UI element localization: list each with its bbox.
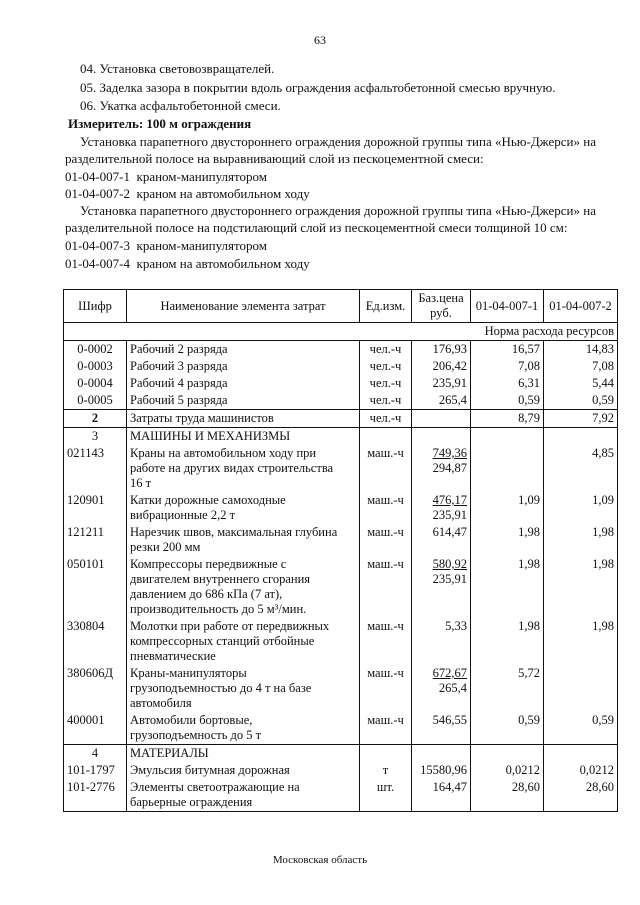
cell-v2: 1,09 [544, 492, 618, 524]
cell-code: 0-0002 [64, 341, 127, 359]
cell-v2: 0,59 [544, 712, 618, 745]
intro-line: 06. Укатка асфальтобетонной смеси. [80, 98, 281, 113]
resource-table [63, 289, 618, 812]
price-underlined: 580,92 [432, 557, 467, 571]
cell-price [412, 410, 471, 428]
price-value: 265,4 [438, 681, 467, 695]
cell-unit: шт. [360, 779, 412, 812]
header-code: Шифр [64, 290, 127, 323]
header-price: Баз.цена руб. [412, 290, 471, 323]
intro-line: 05. Заделка зазора в покрытии вдоль ограждения асфальтобетонной смесью вручную. [80, 80, 556, 95]
section-name: МАТЕРИАЛЫ [127, 745, 360, 763]
labor-row [64, 392, 618, 410]
cell-empty [544, 428, 618, 446]
cell-empty [471, 428, 544, 446]
cell-v2 [544, 665, 618, 712]
price-value: 546,55 [432, 713, 467, 727]
cell-line: Краны-манипуляторы [130, 666, 247, 680]
cell-line: Эмульсия битумная дорожная [130, 763, 290, 777]
section-code: 4 [64, 745, 127, 763]
cell-v1: 28,60 [471, 779, 544, 812]
cell-name [127, 492, 360, 524]
labor-row [64, 358, 618, 375]
machine-row [64, 524, 618, 556]
labor-row [64, 341, 618, 359]
cell-v2: 7,92 [544, 410, 618, 428]
cell-price: 15580,96 [412, 762, 471, 779]
cell-empty [471, 745, 544, 763]
meter-label: Измеритель: 100 м ограждения [68, 116, 252, 131]
cell-code: 050101 [64, 556, 127, 618]
labor-row [64, 375, 618, 392]
cell-name: Рабочий 5 разряда [127, 392, 360, 410]
cell-line: работе на других видах строительства [130, 461, 334, 475]
price-value: 235,91 [432, 572, 467, 586]
cell-line: Молотки при работе от передвижных [130, 619, 330, 633]
price-value: 294,87 [432, 461, 467, 475]
cell-price [412, 712, 471, 745]
cell-price [412, 665, 471, 712]
cell-price [412, 618, 471, 665]
cell-unit: маш.-ч [360, 712, 412, 745]
cell-unit: маш.-ч [360, 556, 412, 618]
cell-name [127, 618, 360, 665]
cell-v1: 0,0212 [471, 762, 544, 779]
material-row [64, 779, 618, 812]
cell-empty [412, 745, 471, 763]
cell-name [127, 779, 360, 812]
cell-name [127, 556, 360, 618]
cell-v1: 8,79 [471, 410, 544, 428]
cell-price [412, 445, 471, 492]
cell-name: Рабочий 4 разряда [127, 375, 360, 392]
cell-line: грузоподъемностью до 4 т на базе [130, 681, 312, 695]
cell-price: 176,93 [412, 341, 471, 359]
cell-line: пневматические [130, 649, 216, 663]
cell-empty [360, 745, 412, 763]
cell-line: грузоподъемность до 5 т [130, 728, 262, 742]
price-underlined: 476,17 [432, 493, 467, 507]
header-col2: 01-04-007-2 [544, 290, 618, 323]
block2-text: разделительной полосе на подстилающий слой из пескоцементной смеси толщиной 10 см: [65, 220, 568, 235]
cell-price: 164,47 [412, 779, 471, 812]
machine-row [64, 492, 618, 524]
cell-code: 330804 [64, 618, 127, 665]
cell-line: Нарезчик швов, максимальная глубина [130, 525, 338, 539]
cell-v1: 1,98 [471, 618, 544, 665]
cell-v1: 1,98 [471, 524, 544, 556]
cell-v1: 1,98 [471, 556, 544, 618]
cell-code: 0-0004 [64, 375, 127, 392]
cell-code: 120901 [64, 492, 127, 524]
price-underlined: 672,67 [432, 666, 467, 680]
cell-line: 16 т [130, 476, 152, 490]
cell-code: 101-1797 [64, 762, 127, 779]
norm-label: Норма расхода ресурсов [64, 323, 618, 341]
cell-empty [360, 428, 412, 446]
cell-v1: 0,59 [471, 392, 544, 410]
intro-line: 04. Установка световозвращателей. [80, 61, 275, 76]
cell-unit: чел.-ч [360, 358, 412, 375]
cell-code: 121211 [64, 524, 127, 556]
cell-v2: 5,44 [544, 375, 618, 392]
cell-line: Компрессоры передвижные с [130, 557, 287, 571]
cell-v2: 4,85 [544, 445, 618, 492]
header-col1: 01-04-007-1 [471, 290, 544, 323]
price-value: 614,47 [432, 525, 467, 539]
driver-labor-row [64, 410, 618, 428]
cell-name: Рабочий 2 разряда [127, 341, 360, 359]
cell-price: 235,91 [412, 375, 471, 392]
cell-line: давлением до 686 кПа (7 ат), [130, 587, 283, 601]
cell-code: 0-0005 [64, 392, 127, 410]
cell-v2: 28,60 [544, 779, 618, 812]
cell-unit: чел.-ч [360, 392, 412, 410]
machine-row [64, 618, 618, 665]
machine-row [64, 665, 618, 712]
machine-row [64, 445, 618, 492]
section-row [64, 745, 618, 763]
norm-row [64, 323, 618, 341]
cell-v2: 0,59 [544, 392, 618, 410]
cell-v1: 5,72 [471, 665, 544, 712]
cell-v1 [471, 445, 544, 492]
cell-unit: чел.-ч [360, 375, 412, 392]
cell-v1: 16,57 [471, 341, 544, 359]
footer-region: Московская область [272, 854, 368, 866]
cell-line: производительность до 5 м³/мин. [130, 602, 307, 616]
cell-v1: 0,59 [471, 712, 544, 745]
cell-code: 0-0003 [64, 358, 127, 375]
cell-v1: 1,09 [471, 492, 544, 524]
cell-v2: 1,98 [544, 618, 618, 665]
cell-name: Рабочий 3 разряда [127, 358, 360, 375]
cell-line: автомобиля [130, 696, 192, 710]
cell-price [412, 556, 471, 618]
cell-line: вибрационные 2,2 т [130, 508, 236, 522]
cell-v2: 7,08 [544, 358, 618, 375]
block2-text: Установка парапетного двустороннего ограждения дорожной группы типа «Нью-Джерси» на [80, 203, 596, 218]
page-number: 63 [314, 33, 326, 47]
cell-code: 400001 [64, 712, 127, 745]
cell-name [127, 665, 360, 712]
cell-code: 380606Д [64, 665, 127, 712]
cell-price: 206,42 [412, 358, 471, 375]
cell-v1: 7,08 [471, 358, 544, 375]
cell-code: 2 [64, 410, 127, 428]
block1-item: 01-04-007-2 краном на автомобильном ходу [65, 186, 310, 201]
header-name: Наименование элемента затрат [127, 290, 360, 323]
cell-line: Катки дорожные самоходные [130, 493, 286, 507]
cell-name [127, 762, 360, 779]
cell-v2: 1,98 [544, 524, 618, 556]
cell-line: компрессорных станций отбойные [130, 634, 315, 648]
cell-line: Краны на автомобильном ходу при [130, 446, 317, 460]
cell-line: Элементы светоотражающие на [130, 780, 300, 794]
cell-unit: т [360, 762, 412, 779]
cell-name: Затраты труда машинистов [127, 410, 360, 428]
cell-empty [544, 745, 618, 763]
material-row [64, 762, 618, 779]
cell-name [127, 712, 360, 745]
cell-price: 265,4 [412, 392, 471, 410]
cell-unit: маш.-ч [360, 618, 412, 665]
cell-unit: маш.-ч [360, 445, 412, 492]
cell-v1: 6,31 [471, 375, 544, 392]
cell-name [127, 524, 360, 556]
cell-line: Автомобили бортовые, [130, 713, 253, 727]
cell-line: резки 200 мм [130, 540, 201, 554]
header-unit: Ед.изм. [360, 290, 412, 323]
cell-unit: маш.-ч [360, 492, 412, 524]
cell-v2: 0,0212 [544, 762, 618, 779]
cell-v2: 1,98 [544, 556, 618, 618]
machine-row [64, 712, 618, 745]
machine-row [64, 556, 618, 618]
cell-unit: маш.-ч [360, 524, 412, 556]
cell-price [412, 492, 471, 524]
cell-name [127, 445, 360, 492]
cell-line: барьерные ограждения [130, 795, 253, 809]
table-header [64, 290, 618, 323]
cell-unit: маш.-ч [360, 665, 412, 712]
section-code: 3 [64, 428, 127, 446]
cell-empty [412, 428, 471, 446]
cell-v2: 14,83 [544, 341, 618, 359]
section-name: МАШИНЫ И МЕХАНИЗМЫ [127, 428, 360, 446]
block2-item: 01-04-007-4 краном на автомобильном ходу [65, 256, 310, 271]
cell-unit: чел.-ч [360, 341, 412, 359]
cell-line: двигателем внутреннего сгорания [130, 572, 311, 586]
block1-text: Установка парапетного двустороннего ограждения дорожной группы типа «Нью-Джерси» на [80, 134, 596, 149]
cell-price [412, 524, 471, 556]
cell-unit: чел.-ч [360, 410, 412, 428]
block2-item: 01-04-007-3 краном-манипулятором [65, 238, 268, 253]
cell-code: 101-2776 [64, 779, 127, 812]
block1-item: 01-04-007-1 краном-манипулятором [65, 169, 268, 184]
price-value: 235,91 [432, 508, 467, 522]
cell-code: 021143 [64, 445, 127, 492]
price-value: 5,33 [445, 619, 467, 633]
block1-text: разделительной полосе на выравнивающий слой из пескоцементной смеси: [65, 151, 484, 166]
price-underlined: 749,36 [432, 446, 467, 460]
section-row [64, 428, 618, 446]
